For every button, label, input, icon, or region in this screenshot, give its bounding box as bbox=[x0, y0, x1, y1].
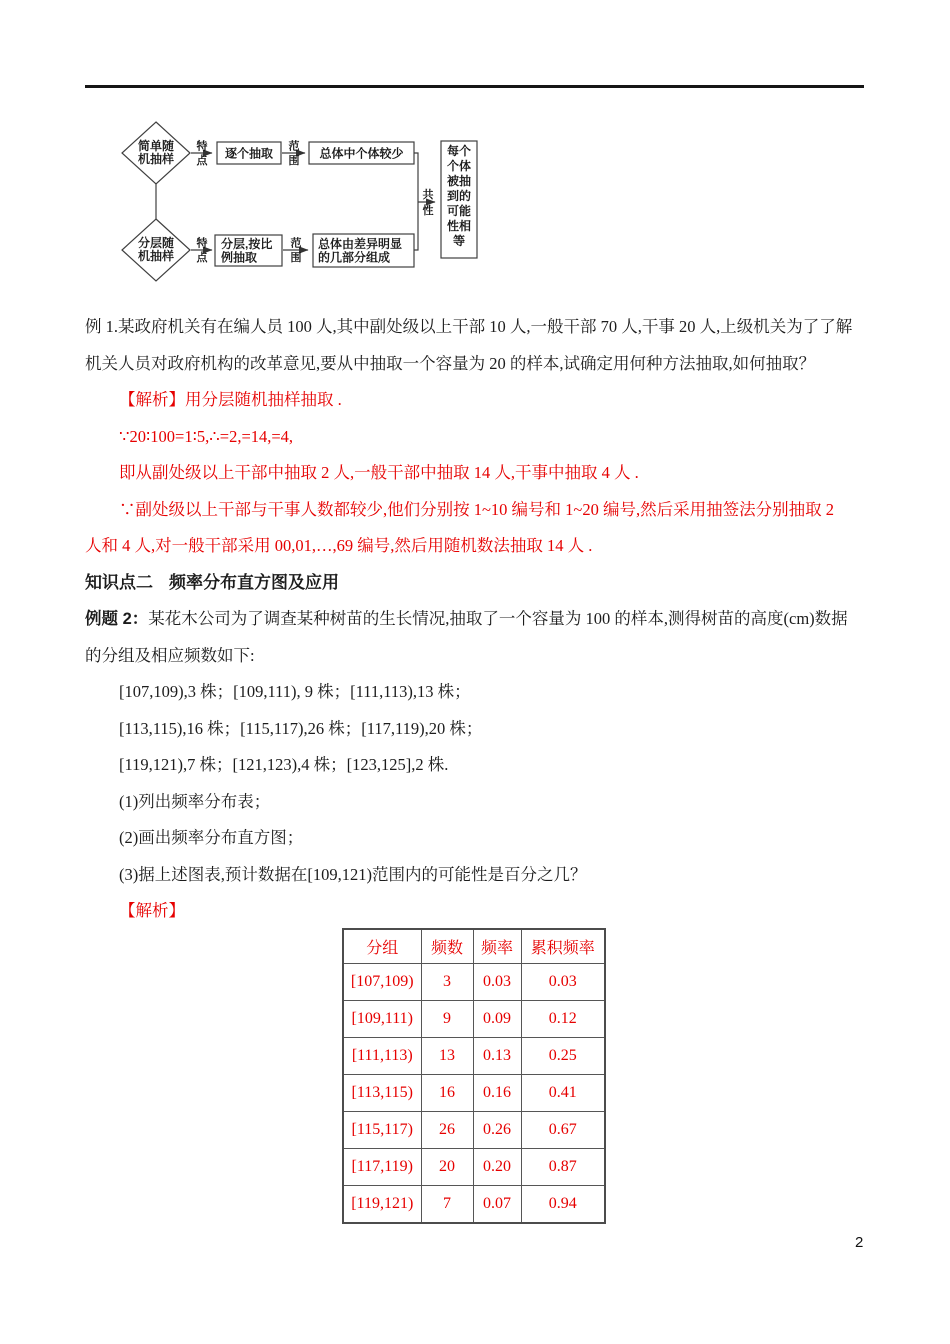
table-cell: 0.07 bbox=[473, 1186, 521, 1224]
feature-label-bottom: 点 bbox=[196, 155, 208, 167]
table-cell: 0.67 bbox=[521, 1112, 605, 1149]
box-equal-chance-line6: 性相 bbox=[446, 219, 472, 233]
scope-label2-bottom: 围 bbox=[290, 252, 302, 264]
box-small-population-label: 总体中个体较少 bbox=[319, 146, 404, 161]
diamond-stratified-label-line1: 分层随 bbox=[137, 236, 175, 250]
table-cell: [109,111) bbox=[343, 1001, 421, 1038]
diamond-simple-label-line1: 简单随 bbox=[137, 139, 175, 153]
scope-label2-top: 范 bbox=[290, 237, 302, 250]
table-cell: 0.09 bbox=[473, 1001, 521, 1038]
table-cell: [119,121) bbox=[343, 1186, 421, 1224]
table-cell: 0.26 bbox=[473, 1112, 521, 1149]
table-cell: 9 bbox=[421, 1001, 473, 1038]
example1-line2: 机关人员对政府机构的改革意见,要从中抽取一个容量为 20 的样本,试确定用何种方法抽取,如何抽取？ bbox=[85, 353, 816, 373]
feature-label2-bottom: 点 bbox=[196, 252, 208, 264]
solution1-line5: 人和 4 人,对一般干部采用 00,01,…,69 编号,然后用随机数法抽取 14 人 . bbox=[85, 536, 593, 555]
box-equal-chance-line2: 个体 bbox=[446, 159, 472, 173]
solution1-line3: 即从副处级以上干部中抽取 2 人,一般干部中抽取 14 人,干事中抽取 4 人 . bbox=[119, 463, 639, 482]
table-cell: 16 bbox=[421, 1075, 473, 1112]
knowledge-point-heading bbox=[85, 565, 867, 602]
scope-label-top: 范 bbox=[288, 140, 300, 153]
table-row bbox=[343, 1075, 605, 1112]
column-header-group: 分组 bbox=[343, 929, 421, 964]
feature-label2-top: 特 bbox=[196, 237, 208, 250]
table-cell: 20 bbox=[421, 1149, 473, 1186]
diamond-simple-label-line2: 机抽样 bbox=[137, 152, 175, 166]
document-body bbox=[85, 309, 867, 930]
table-cell: 0.03 bbox=[521, 964, 605, 1001]
diamond-stratified-label-line2: 机抽样 bbox=[137, 249, 175, 263]
table-cell: 0.87 bbox=[521, 1149, 605, 1186]
table-cell: [117,119) bbox=[343, 1149, 421, 1186]
table-cell: 0.13 bbox=[473, 1038, 521, 1075]
example2-question2: (2)画出频率分布直方图； bbox=[119, 828, 304, 847]
box-distinct-parts-label-line1: 总体由差异明显 bbox=[318, 237, 403, 251]
common-label-bottom: 性 bbox=[422, 205, 434, 217]
solution1-line2: ∵20∶100=1∶5,∴=2,=14,=4, bbox=[119, 426, 294, 446]
table-cell: [111,113) bbox=[343, 1038, 421, 1075]
box-equal-chance-line3: 被抽 bbox=[446, 174, 472, 188]
table-cell: 3 bbox=[421, 964, 473, 1001]
table-row bbox=[343, 1112, 605, 1149]
scope-label-bottom: 围 bbox=[288, 155, 300, 167]
table-cell: 0.25 bbox=[521, 1038, 605, 1075]
example2-prefix: 例题 2： bbox=[85, 610, 149, 628]
table-cell: [107,109) bbox=[343, 964, 421, 1001]
box-equal-chance-line4: 到的 bbox=[446, 189, 472, 203]
column-header-frequency-rate: 频率 bbox=[473, 929, 521, 964]
table-cell: 0.03 bbox=[473, 964, 521, 1001]
knowledge-point-title: 频率分布直方图及应用 bbox=[169, 572, 339, 592]
solution1-line1: 【解析】用分层随机抽样抽取 . bbox=[119, 390, 342, 409]
table-cell: 0.20 bbox=[473, 1149, 521, 1186]
table-cell: 0.16 bbox=[473, 1075, 521, 1112]
solution1-line4: ∵副处级以上干部与干事人数都较少,他们分别按 1~10 编号和 1~20 编号,然后采用抽签法分别抽取 2 bbox=[119, 499, 834, 519]
example2-intro-line1 bbox=[85, 601, 867, 638]
example2-intro-line2: 的分组及相应频数如下: bbox=[85, 645, 255, 665]
column-header-frequency-count: 频数 bbox=[421, 929, 473, 964]
example2-data-line1: [107,109),3 株；[109,111), 9 株；[111,113),13 株； bbox=[119, 682, 471, 701]
example2-intro-rest: 某花木公司为了调查某种树苗的生长情况,抽取了一个容量为 100 的样本,测得树苗的高度(cm)数据 bbox=[148, 609, 848, 628]
table-row bbox=[343, 1186, 605, 1224]
example2-solution-label: 【解析】 bbox=[119, 901, 185, 920]
page-number: 2 bbox=[855, 1234, 864, 1251]
table-cell: [115,117) bbox=[343, 1112, 421, 1149]
example2-question3: (3)据上述图表,预计数据在[109,121)范围内的可能性是百分之几？ bbox=[119, 864, 587, 884]
table-row bbox=[343, 964, 605, 1001]
column-header-cumulative-frequency: 累积频率 bbox=[521, 929, 605, 964]
knowledge-point-label: 知识点二 bbox=[85, 572, 153, 592]
table-cell: [113,115) bbox=[343, 1075, 421, 1112]
box-distinct-parts-label-line2: 的几部分组成 bbox=[318, 250, 391, 265]
table-cell: 13 bbox=[421, 1038, 473, 1075]
box-layered-label-line1: 分层,按比 bbox=[221, 237, 273, 251]
table-row bbox=[343, 1149, 605, 1186]
box-equal-chance-line5: 可能 bbox=[446, 204, 472, 218]
example2-data-line2: [113,115),16 株；[115,117),26 株；[117,119),20 株； bbox=[119, 718, 483, 738]
table-row bbox=[343, 1038, 605, 1075]
table-cell: 0.12 bbox=[521, 1001, 605, 1038]
table-row bbox=[343, 1001, 605, 1038]
example2-data-line3: [119,121),7 株；[121,123),4 株；[123,125],2 株. bbox=[119, 755, 449, 774]
example2-question1: (1)列出频率分布表； bbox=[119, 791, 271, 811]
feature-label-top: 特 bbox=[196, 140, 208, 153]
sampling-flowchart-diagram bbox=[0, 0, 950, 300]
box-layered-label-line2: 例抽取 bbox=[221, 250, 258, 265]
frequency-distribution-table bbox=[342, 928, 606, 1224]
table-header-row bbox=[343, 929, 605, 964]
common-bracket-line bbox=[414, 153, 418, 250]
table-cell: 26 bbox=[421, 1112, 473, 1149]
example1-line1: 例 1.某政府机关有在编人员 100 人,其中副处级以上干部 10 人,一般干部 70 人,干事 20 人,上级机关为了了解 bbox=[85, 317, 853, 336]
table-cell: 7 bbox=[421, 1186, 473, 1224]
box-equal-chance-line1: 每个 bbox=[446, 144, 472, 158]
box-one-by-one-label: 逐个抽取 bbox=[224, 146, 274, 161]
common-label-top: 共 bbox=[422, 189, 434, 201]
box-equal-chance-line7: 等 bbox=[452, 234, 466, 248]
table-cell: 0.94 bbox=[521, 1186, 605, 1224]
table-cell: 0.41 bbox=[521, 1075, 605, 1112]
